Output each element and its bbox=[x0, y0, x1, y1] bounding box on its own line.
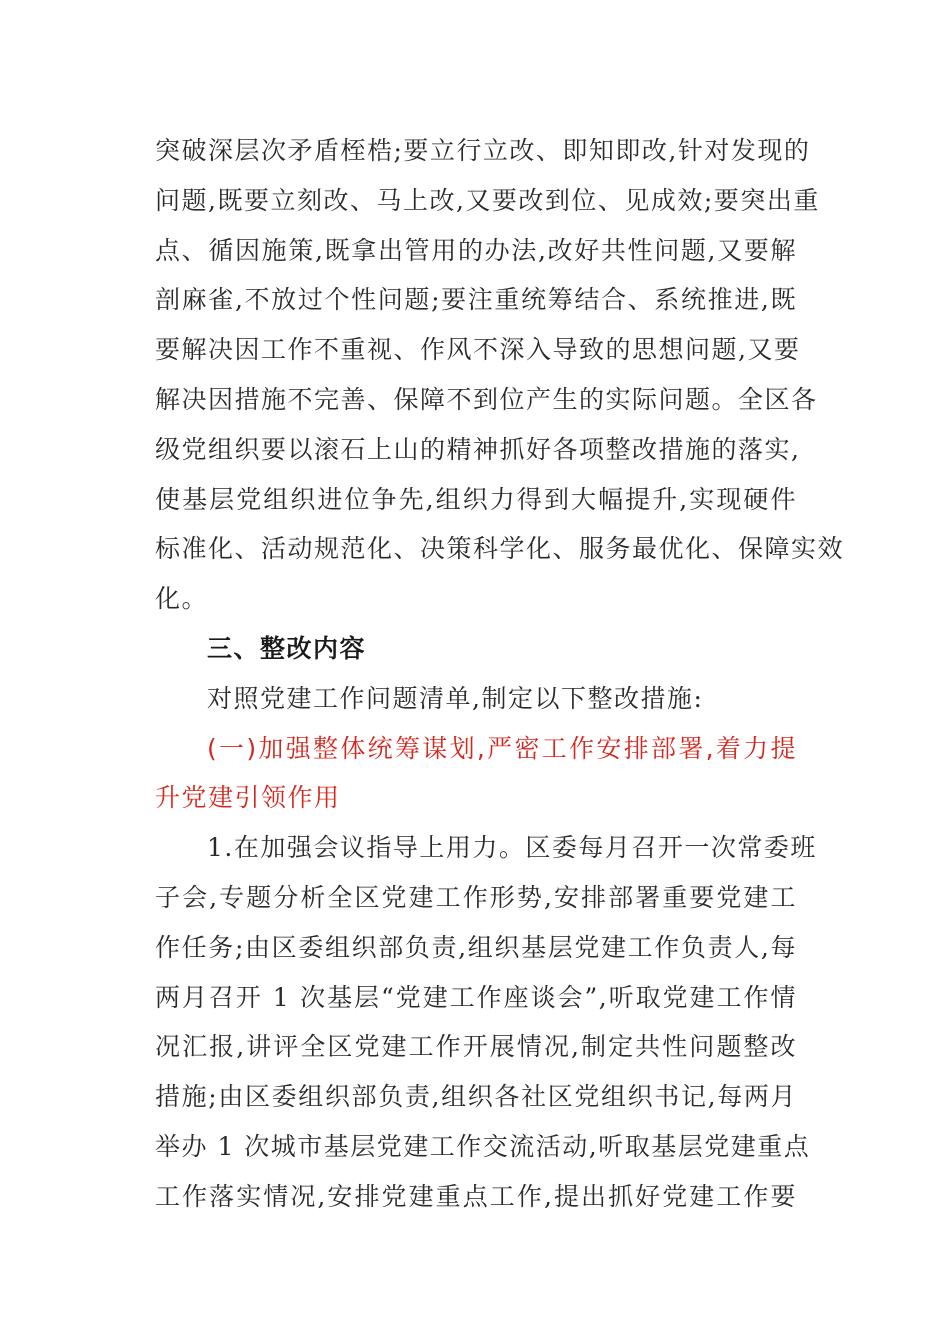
item-paragraph-line: 工作落实情况,安排党建重点工作,提出抓好党建工作要 bbox=[155, 1181, 797, 1211]
paragraph-line: 标准化、活动规范化、决策科学化、服务最优化、保障实效 bbox=[155, 534, 845, 564]
paragraph-line: 级党组织要以滚石上山的精神抓好各项整改措施的落实, bbox=[155, 434, 801, 464]
paragraph-line: 突破深层次矛盾桎梏;要立行立改、即知即改,针对发现的 bbox=[155, 136, 811, 165]
paragraph-line: 解决因措施不完善、保障不到位产生的实际问题。全区各 bbox=[155, 384, 818, 414]
item-paragraph-line: 作任务;由区委组织部负责,组织基层党建工作负责人,每 bbox=[155, 932, 797, 962]
paragraph-line: 问题,既要立刻改、马上改,又要改到位、见成效;要突出重 bbox=[155, 185, 820, 215]
subsection-heading: 升党建引领作用 bbox=[155, 783, 341, 813]
paragraph-line: 剖麻雀,不放过个性问题;要注重统筹结合、系统推进,既 bbox=[155, 285, 797, 315]
paragraph-line: 化。 bbox=[155, 584, 209, 614]
item-paragraph-line: 况汇报,讲评全区党建工作开展情况,制定共性问题整改 bbox=[155, 1032, 797, 1062]
section-heading: 三、整改内容 bbox=[207, 633, 367, 663]
item-paragraph-line: 子会,专题分析全区党建工作形势,安排部署重要党建工 bbox=[155, 882, 797, 912]
section-intro: 对照党建工作问题清单,制定以下整改措施: bbox=[207, 683, 704, 713]
paragraph-line: 要解决因工作不重视、作风不深入导致的思想问题,又要 bbox=[155, 335, 801, 365]
item-paragraph-line: 措施;由区委组织部负责,组织各社区党组织书记,每两月 bbox=[155, 1082, 797, 1112]
paragraph-line: 使基层党组织进位争先,组织力得到大幅提升,实现硬件 bbox=[155, 484, 797, 514]
item-paragraph-line: 两月召开 1 次基层“党建工作座谈会”,听取党建工作情 bbox=[155, 982, 797, 1012]
paragraph-line: 点、循因施策,既拿出管用的办法,改好共性问题,又要解 bbox=[155, 235, 797, 265]
document-body bbox=[155, 126, 845, 1222]
item-paragraph-line: 举办 1 次城市基层党建工作交流活动,听取基层党建重点 bbox=[155, 1131, 811, 1161]
item-paragraph-line: 1.在加强会议指导上用力。区委每月召开一次常委班 bbox=[207, 833, 817, 863]
subsection-heading: (一)加强整体统筹谋划,严密工作安排部署,着力提 bbox=[207, 733, 797, 763]
